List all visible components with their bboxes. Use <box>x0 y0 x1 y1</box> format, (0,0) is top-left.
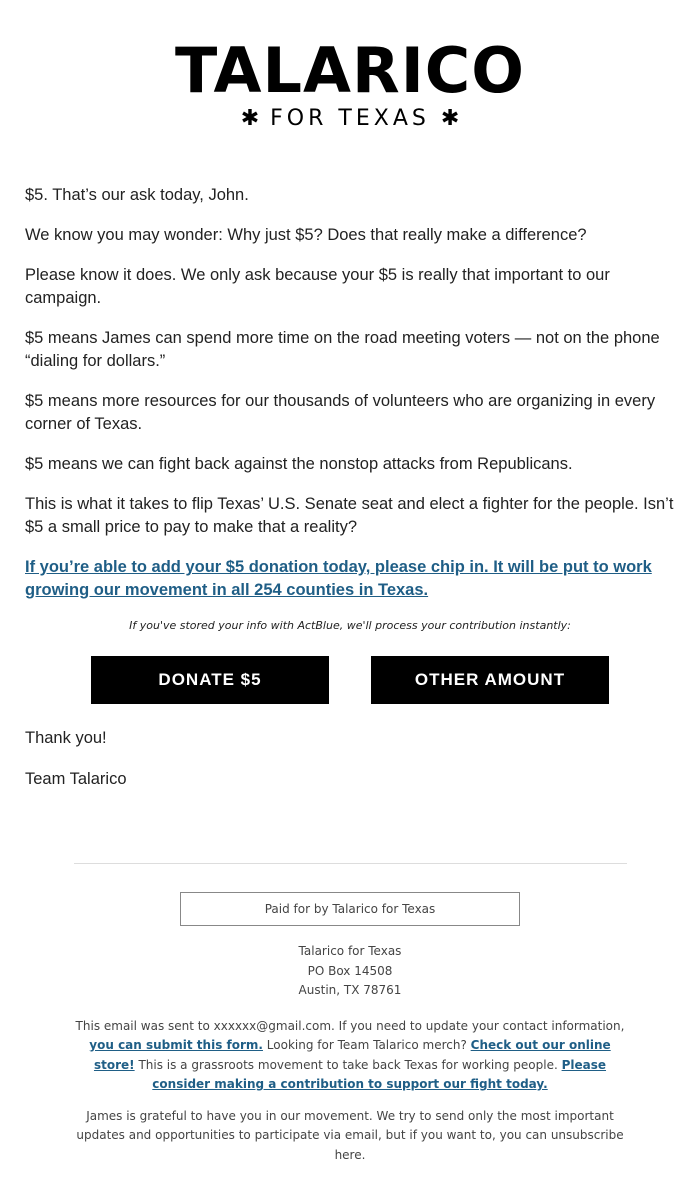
update-contact-link[interactable]: you can submit this form. <box>89 1038 263 1052</box>
footer-divider <box>74 863 627 864</box>
thank-you-text: Thank you! <box>25 729 107 747</box>
star-icon: ✱ <box>440 106 460 131</box>
mailing-address <box>0 942 700 1001</box>
email-body <box>0 142 700 791</box>
body-paragraph: $5 means we can fight back against the nonstop attacks from Republicans. <box>25 455 573 473</box>
logo-title: TALARICO <box>175 34 525 107</box>
notice-text: This email was sent to xxxxxx@gmail.com. If you need to update your contact information, <box>75 1018 625 1033</box>
logo <box>0 0 700 142</box>
actblue-note: If you've stored your info with ActBlue, we'll process your contribution instantly: <box>129 619 571 632</box>
body-paragraph: $5 means more resources for our thousands of volunteers who are organizing in every corner of Texas. <box>25 392 656 433</box>
donate-buttons <box>25 656 675 704</box>
body-paragraph: $5. That’s our ask today, John. <box>25 186 249 204</box>
contribution-link[interactable]: Please consider making a contribution to support our fight today. <box>152 1057 607 1091</box>
body-paragraph: We know you may wonder: Why just $5? Does that really make a difference? <box>25 226 587 244</box>
address-line: Austin, TX 78761 <box>298 983 402 997</box>
body-paragraph: Please know it does. We only ask because your $5 is really that important to our campaign. <box>25 266 610 307</box>
donate-5-button[interactable]: DONATE $5 <box>91 656 329 704</box>
notice-text: Looking for Team Talarico merch? <box>262 1038 471 1052</box>
body-paragraph: This is what it takes to flip Texas’ U.S. Senate seat and elect a fighter for the people. Isn’t $5 a small price to pay to make that a reality? <box>25 495 674 536</box>
paid-for-disclaimer: Paid for by Talarico for Texas <box>180 892 520 926</box>
logo-subtitle <box>0 104 700 134</box>
footer <box>0 892 700 1165</box>
star-icon: ✱ <box>240 106 260 131</box>
notice-text: This is a grassroots movement to take back Texas for working people. <box>134 1057 562 1072</box>
donate-cta-link[interactable]: If you’re able to add your $5 donation today, please chip in. It will be put to work growing our movement in all 254 counties in Texas. <box>25 558 652 599</box>
unsubscribe-text: James is grateful to have you in our movement. We try to send only the most important updates and opportunities to participate via email, but if you want to, you can unsubscribe here. <box>76 1108 624 1162</box>
address-line: PO Box 14508 <box>307 963 393 978</box>
signature: Team Talarico <box>25 770 127 788</box>
body-paragraph: $5 means James can spend more time on the road meeting voters — not on the phone “dialing for dollars.” <box>25 329 660 370</box>
logo-subtitle-text: FOR TEXAS <box>270 106 430 131</box>
address-line: Talarico for Texas <box>298 944 402 958</box>
footer-notice <box>70 1017 630 1095</box>
online-store-link[interactable]: Check out our online store! <box>93 1038 611 1072</box>
other-amount-button[interactable]: OTHER AMOUNT <box>371 656 609 704</box>
